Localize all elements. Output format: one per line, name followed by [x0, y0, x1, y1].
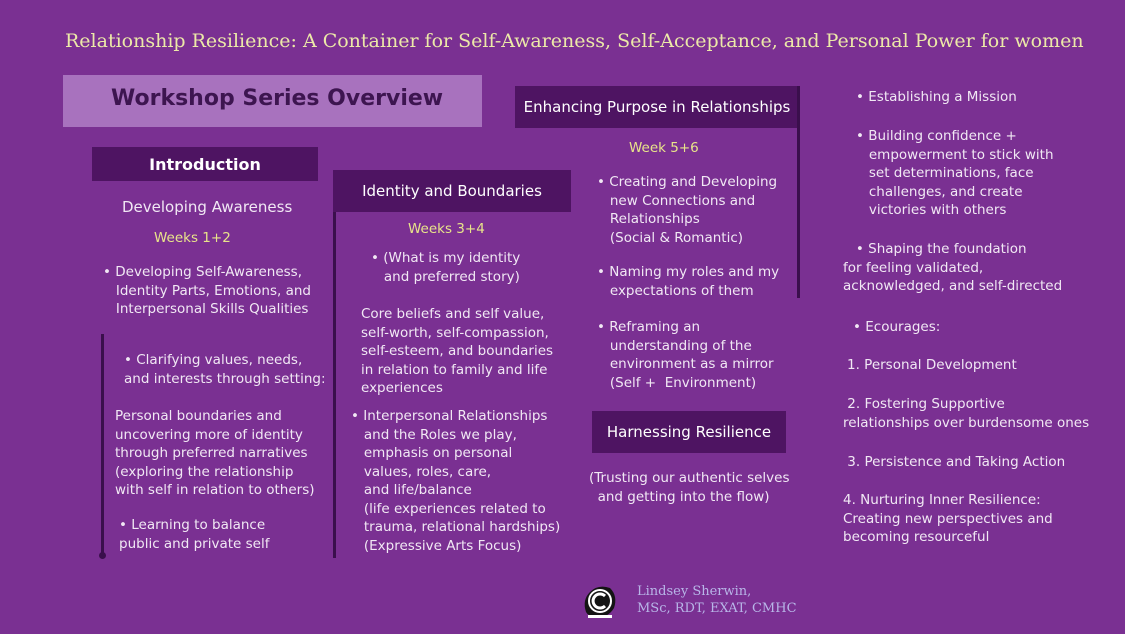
purpose-text-2: • Naming my roles and my expectations of them: [597, 264, 780, 299]
right-text-6: 2. Fostering Supportive relationships over burdensome ones: [843, 396, 1090, 431]
right-text-4: • Ecourages:: [853, 319, 941, 335]
right-text-5: 1. Personal Development: [847, 357, 1017, 373]
identity-text-3: • Interpersonal Relationships and the Roles we play, emphasis on personal values, roles, care, and life/balance (life experiences related to trauma, relational hardships) (Expressive Arts Focus): [351, 408, 561, 554]
identity-divider-line: [333, 170, 336, 558]
purpose-text-1: • Creating and Developing new Connections and Relationships (Social & Romantic): [597, 174, 778, 246]
right-text-7: 3. Persistence and Taking Action: [843, 454, 1066, 470]
right-text-2: • Building confidence + empowerment to stick with set determinations, face challenges, and create victories with others: [856, 128, 1054, 218]
logo-icon: [580, 582, 620, 622]
introduction-header: Introduction: [92, 147, 318, 181]
introduction-divider-line: [101, 334, 104, 556]
identity-text-1: • (What is my identity and preferred story): [371, 250, 521, 285]
introduction-text-2: • Clarifying values, needs, and interests through setting:: [124, 352, 326, 387]
purpose-header: Enhancing Purpose in Relationships: [515, 86, 799, 128]
identity-text-2: Core beliefs and self value, self-worth, self-compassion, self-esteem, and boundaries in relation to family and life experiences: [361, 306, 554, 396]
overview-heading: Workshop Series Overview: [111, 86, 444, 111]
introduction-subtitle: Developing Awareness: [122, 198, 293, 216]
introduction-divider-dot: [99, 552, 106, 559]
right-text-3: • Shaping the foundation for feeling validated, acknowledged, and self-directed: [843, 241, 1063, 294]
resilience-text: (Trusting our authentic selves and getting into the flow): [589, 470, 790, 505]
purpose-weeks: Week 5+6: [629, 140, 699, 156]
purpose-divider-line: [797, 86, 800, 298]
introduction-text-1: • Developing Self-Awareness, Identity Parts, Emotions, and Interpersonal Skills Qualities: [103, 264, 311, 317]
purpose-text-3: • Reframing an understanding of the environment as a mirror (Self + Environment): [597, 319, 774, 391]
author-credit: Lindsey Sherwin, MSc, RDT, EXAT, CMHC: [637, 584, 797, 616]
identity-header: Identity and Boundaries: [333, 170, 571, 212]
introduction-weeks: Weeks 1+2: [154, 230, 231, 246]
page-title: Relationship Resilience: A Container for Self-Awareness, Self-Acceptance, and Personal Power for women: [65, 30, 1084, 52]
identity-weeks: Weeks 3+4: [408, 221, 485, 237]
resilience-header: Harnessing Resilience: [592, 411, 786, 453]
introduction-text-3: Personal boundaries and uncovering more of identity through preferred narratives (exploring the relationship with self in relation to others): [115, 408, 315, 498]
right-text-1: • Establishing a Mission: [856, 89, 1017, 105]
introduction-text-4: • Learning to balance public and private self: [119, 517, 270, 552]
right-text-8: 4. Nurturing Inner Resilience: Creating new perspectives and becoming resourceful: [843, 492, 1053, 545]
